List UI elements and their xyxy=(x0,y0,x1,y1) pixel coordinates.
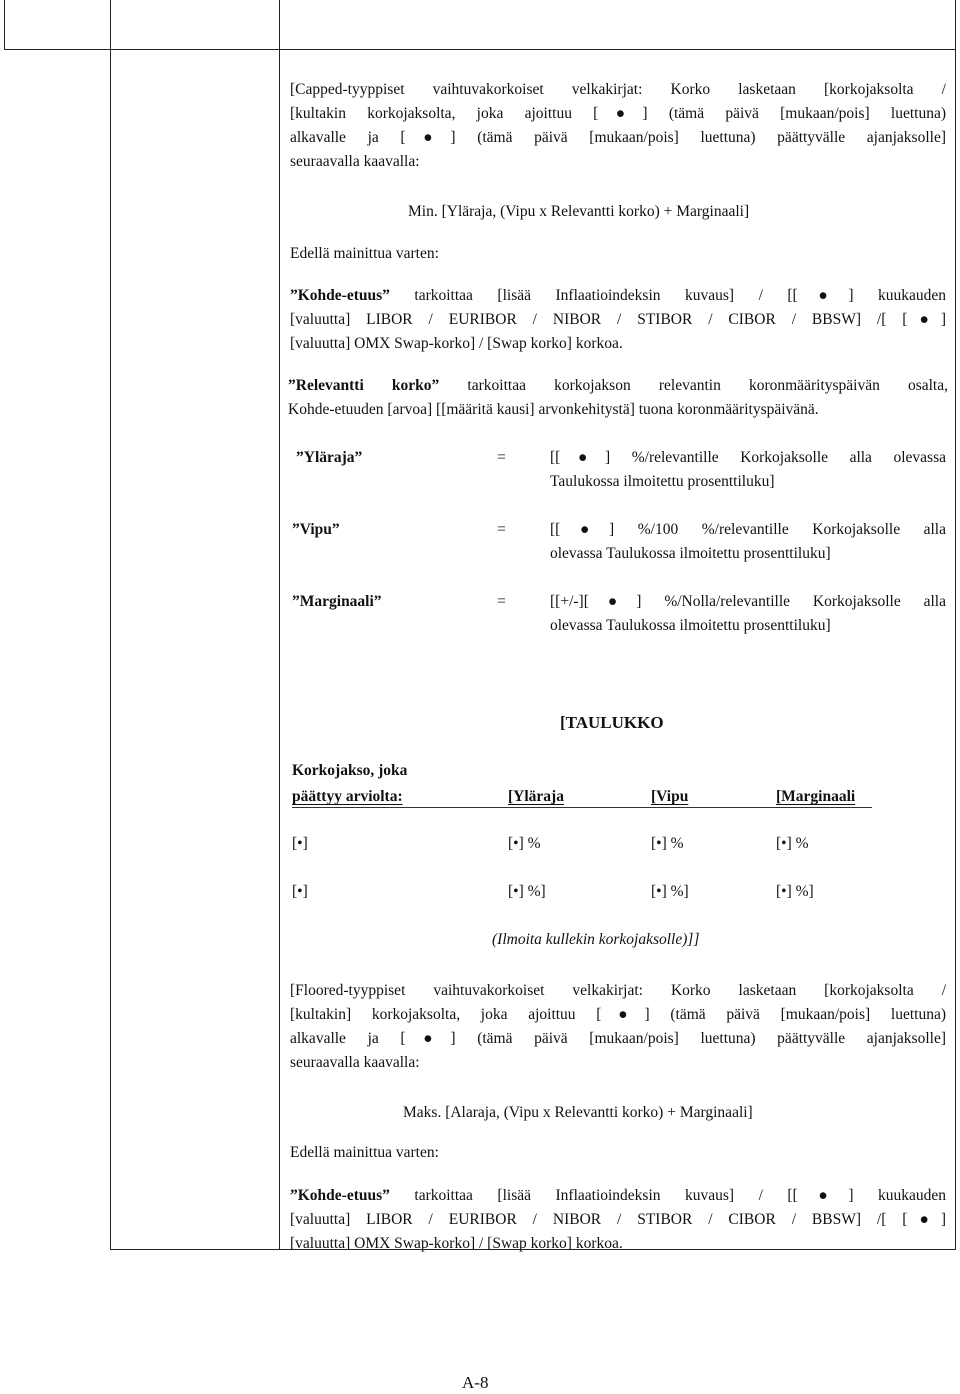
table-header-line-1: Korkojakso, joka xyxy=(292,762,408,779)
marginaali-term: ”Marginaali” xyxy=(292,593,382,610)
kohde-etuus-definition-1 xyxy=(290,284,946,356)
relevantti-korko-line-2: Kohde-etuuden [arvoa] [[määritä kausi] arvonkehitystä] tuona koronmäärityspäivänä. xyxy=(288,401,819,418)
kohde-etuus-1-term: ”Kohde-etuus” xyxy=(290,287,390,304)
table-row-1-col-2: [•] % xyxy=(508,835,541,852)
ylaraja-term: ”Yläraja” xyxy=(296,449,363,466)
vipu-value-line-2: olevassa Taulukossa ilmoitettu prosenttiluku] xyxy=(550,545,831,562)
kohde-etuus-2-term: ”Kohde-etuus” xyxy=(290,1187,390,1204)
floored-line-4: seuraavalla kaavalla: xyxy=(290,1054,420,1071)
table-row-2-col-1: [•] xyxy=(292,883,308,900)
floored-line-3: alkavalle ja [●] (tämä päivä [mukaan/pois] luettuna) päättyvälle ajanjaksolle] xyxy=(290,1030,946,1047)
frame-left-border xyxy=(4,0,5,50)
floored-edella-label: Edellä mainittua varten: xyxy=(290,1144,439,1161)
relevantti-korko-line-1 xyxy=(288,374,948,398)
ylaraja-value xyxy=(550,446,946,494)
capped-edella-label: Edellä mainittua varten: xyxy=(290,245,439,262)
marginaali-value-line-1: [[+/-][●] %/Nolla/relevantille Korkojaksolle alla xyxy=(550,593,946,610)
frame-right-border xyxy=(955,0,956,1250)
capped-line-4: seuraavalla kaavalla: xyxy=(290,153,420,170)
floored-paragraph xyxy=(290,979,946,1075)
capped-line-2: [kultakin korkojaksolta, joka ajoittuu [●] (tämä päivä [mukaan/pois] luettuna) xyxy=(290,105,946,122)
marginaali-equals: = xyxy=(497,593,506,610)
table-row-1-col-4: [•] % xyxy=(776,835,809,852)
table-row-1-col-3: [•] % xyxy=(651,835,684,852)
kohde-etuus-2-line-1 xyxy=(290,1184,946,1208)
capped-paragraph xyxy=(290,78,946,174)
frame-column-divider-2 xyxy=(279,0,280,1250)
relevantti-korko-line-1-text: tarkoittaa korkojakson relevantin koronmäärityspäivän osalta, xyxy=(467,377,948,394)
frame-top-rule xyxy=(4,49,956,50)
table-row-2-col-3: [•] %] xyxy=(651,883,689,900)
table-row-1-col-1: [•] xyxy=(292,835,308,852)
kohde-etuus-1-line-3: [valuutta] OMX Swap-korko] / [Swap korko] korkoa. xyxy=(290,335,623,352)
kohde-etuus-1-line-1-text: tarkoittaa [lisää Inflaatioindeksin kuvaus] / [[●] kuukauden xyxy=(414,287,946,304)
vipu-value-line-1: [[●] %/100 %/relevantille Korkojaksolle alla xyxy=(550,521,946,538)
kohde-etuus-1-line-2: [valuutta] LIBOR / EURIBOR / NIBOR / STIBOR / CIBOR / BBSW] /[ [●] xyxy=(290,311,946,328)
frame-column-divider-1 xyxy=(110,0,111,1250)
kohde-etuus-2-line-3: [valuutta] OMX Swap-korko] / [Swap korko] korkoa. xyxy=(290,1235,623,1252)
kohde-etuus-2-line-2: [valuutta] LIBOR / EURIBOR / NIBOR / STIBOR / CIBOR / BBSW] /[ [●] xyxy=(290,1211,946,1228)
page-number: A-8 xyxy=(462,1373,489,1392)
marginaali-value-line-2: olevassa Taulukossa ilmoitettu prosenttiluku] xyxy=(550,617,831,634)
taulukko-title: [TAULUKKO xyxy=(560,713,664,732)
marginaali-value xyxy=(550,590,946,638)
kohde-etuus-1-line-1 xyxy=(290,284,946,308)
table-header-vipu: [Vipu xyxy=(651,788,689,805)
capped-formula: Min. [Yläraja, (Vipu x Relevantti korko) + Marginaali] xyxy=(408,203,750,220)
floored-line-2: [kultakin] korkojaksolta, joka ajoittuu [●] (tämä päivä [mukaan/pois] luettuna) xyxy=(290,1006,946,1023)
floored-line-1: [Floored-tyyppiset vaihtuvakorkoiset velkakirjat: Korko lasketaan [korkojaksolta / xyxy=(290,982,946,999)
capped-line-3: alkavalle ja [●] (tämä päivä [mukaan/pois] luettuna) päättyvälle ajanjaksolle] xyxy=(290,129,946,146)
floored-formula: Maks. [Alaraja, (Vipu x Relevantti korko) + Marginaali] xyxy=(403,1104,753,1121)
table-note: (Ilmoita kullekin korkojaksolle)]] xyxy=(492,931,700,948)
ylaraja-value-line-2: Taulukossa ilmoitettu prosenttiluku] xyxy=(550,473,775,490)
capped-line-1: [Capped-tyyppiset vaihtuvakorkoiset velkakirjat: Korko lasketaan [korkojaksolta / xyxy=(290,81,946,98)
table-row-2-col-2: [•] %] xyxy=(508,883,546,900)
table-row-2-col-4: [•] %] xyxy=(776,883,814,900)
ylaraja-value-line-1: [[●] %/relevantille Korkojaksolle alla olevassa xyxy=(550,449,946,466)
vipu-term: ”Vipu” xyxy=(292,521,340,538)
relevantti-korko-definition xyxy=(288,374,948,422)
kohde-etuus-2-line-1-text: tarkoittaa [lisää Inflaatioindeksin kuvaus] / [[●] kuukauden xyxy=(414,1187,946,1204)
table-header-ylaraja: [Yläraja xyxy=(508,788,564,805)
table-header-marginaali: [Marginaali xyxy=(776,788,856,805)
ylaraja-equals: = xyxy=(497,449,506,466)
table-header-underline xyxy=(292,807,872,808)
table-header-paattyy: päättyy arviolta: xyxy=(292,788,403,805)
relevantti-korko-term: ”Relevantti korko” xyxy=(288,377,440,394)
kohde-etuus-definition-2 xyxy=(290,1184,946,1256)
vipu-value xyxy=(550,518,946,566)
vipu-equals: = xyxy=(497,521,506,538)
